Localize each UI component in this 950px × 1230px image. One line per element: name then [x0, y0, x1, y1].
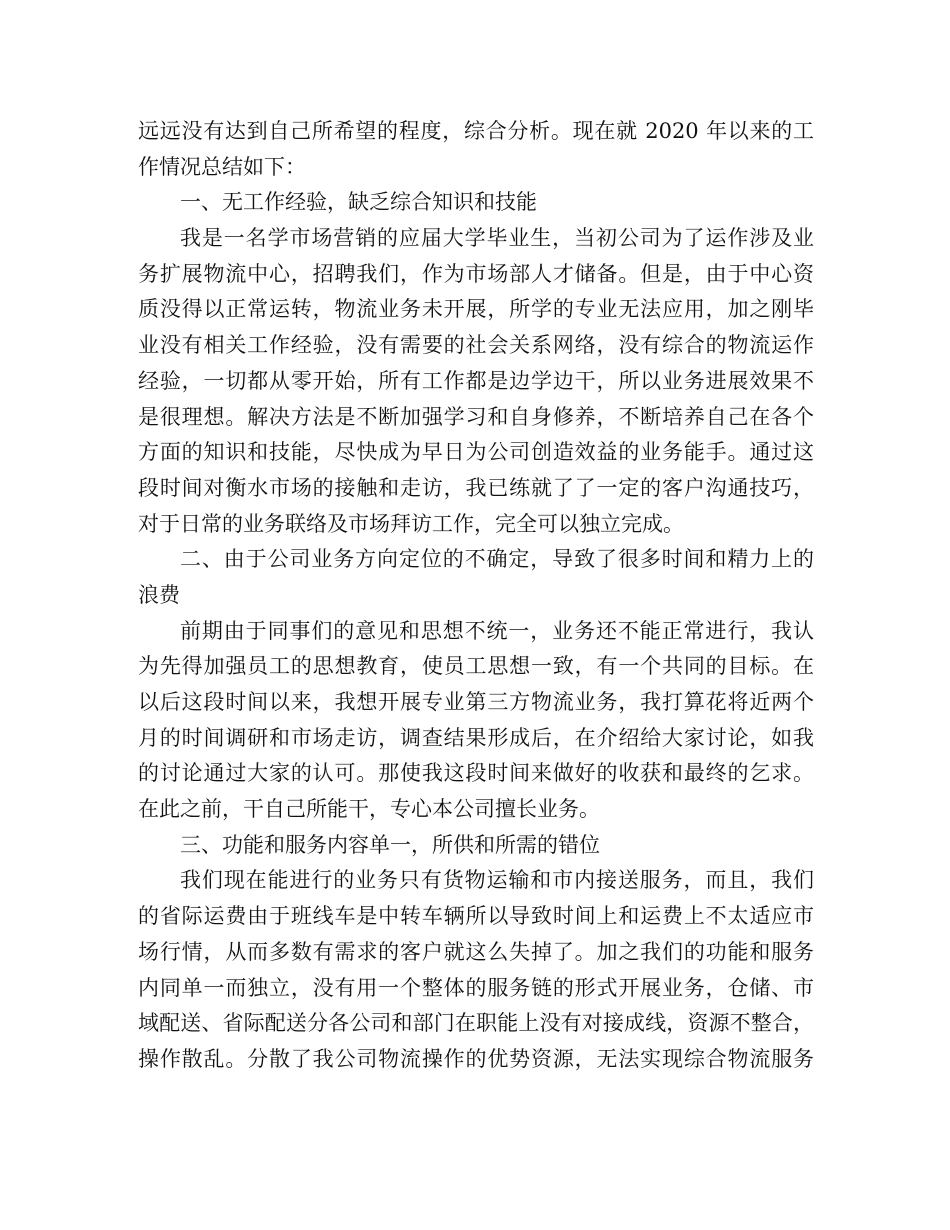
document-text-line: 质没得以正常运转，物流业务未开展，所学的专业无法应用，加之刚毕	[138, 297, 814, 322]
document-text-line: 的省际运费由于班线车是中转车辆所以导致时间上和运费上不太适应市	[138, 904, 814, 929]
document-text-line: 三、功能和服务内容单一，所供和所需的错位	[180, 832, 600, 857]
document-text-line: 的讨论通过大家的认可。那使我这段时间来做好的收获和最终的乞求。	[138, 761, 814, 786]
document-text-line: 对于日常的业务联络及市场拜访工作，完全可以独立完成。	[138, 511, 684, 536]
document-text-line: 段时间对衡水市场的接触和走访，我已练就了了一定的客户沟通技巧，	[138, 475, 814, 500]
document-text-line: 是很理想。解决方法是不断加强学习和自身修养，不断培养自己在各个	[138, 404, 814, 429]
document-text-line: 一、无工作经验，缺乏综合知识和技能	[180, 190, 537, 215]
document-text-line: 浪费	[138, 582, 180, 607]
document-text-line: 务扩展物流中心，招聘我们，作为市场部人才储备。但是，由于中心资	[138, 261, 814, 286]
document-text-line: 在此之前，干自己所能干，专心本公司擅长业务。	[138, 797, 600, 822]
document-text-line: 场行情，从而多数有需求的客户就这么失掉了。加之我们的功能和服务	[138, 939, 814, 964]
document-text-line: 经验，一切都从零开始，所有工作都是边学边干，所以业务进展效果不	[138, 368, 814, 393]
document-text-line: 操作散乱。分散了我公司物流操作的优势资源，无法实现综合物流服务	[138, 1046, 814, 1071]
document-text-line: 我们现在能进行的业务只有货物运输和市内接送服务，而且，我们	[180, 868, 814, 893]
document-text-line: 方面的知识和技能，尽快成为早日为公司创造效益的业务能手。通过这	[138, 440, 814, 465]
document-text-line: 我是一名学市场营销的应届大学毕业生，当初公司为了运作涉及业	[180, 226, 814, 251]
document-text-line: 以后这段时间以来，我想开展专业第三方物流业务，我打算花将近两个	[138, 690, 814, 714]
document-text-line: 前期由于同事们的意见和思想不统一，业务还不能正常进行，我认	[180, 618, 814, 643]
document-text-line: 业没有相关工作经验，没有需要的社会关系网络，没有综合的物流运作	[138, 333, 814, 358]
document-text-line: 内同单一而独立，没有用一个整体的服务链的形式开展业务，仓储、市	[138, 975, 814, 1000]
document-text-line: 域配送、省际配送分各公司和部门在职能上没有对接成线，资源不整合，	[138, 1011, 814, 1036]
document-text-line: 月的时间调研和市场走访，调查结果形成后，在介绍给大家讨论，如我	[138, 725, 814, 750]
document-page	[138, 114, 814, 1078]
document-text-line: 二、由于公司业务方向定位的不确定，导致了很多时间和精力上的	[180, 547, 814, 572]
document-text-line: 为先得加强员工的思想教育，使员工思想一致，有一个共同的目标。在	[138, 654, 814, 679]
document-text-line: 远远没有达到自己所希望的程度，综合分析。现在就 2020 年以来的工	[138, 119, 814, 143]
document-text-line: 作情况总结如下：	[138, 154, 306, 179]
